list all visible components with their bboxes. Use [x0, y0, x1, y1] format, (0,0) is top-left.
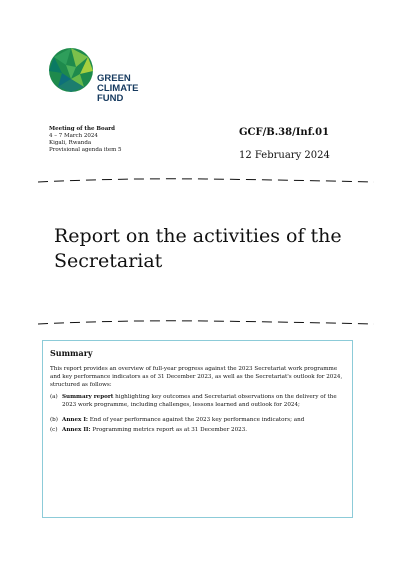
- gcf-logo: [48, 47, 148, 107]
- summary-intro: This report provides an overview of full-year progress against the 2023 Secretariat work programme and key performance indicators as of 31 December 2023, as well as the Secretariat's outlook for 2024, structured as follows:: [50, 366, 343, 388]
- item-marker: (c): [50, 427, 58, 433]
- summary-box: [42, 340, 353, 518]
- summary-item-b: [50, 416, 344, 424]
- meeting-dates: 4 – 7 March 2024: [49, 133, 98, 139]
- summary-item-c: [50, 426, 344, 434]
- agenda-item: Provisional agenda item 5: [49, 147, 122, 153]
- decorative-rule-bottom: [38, 318, 374, 328]
- item-heading: Summary report: [62, 394, 114, 400]
- document-date: 12 February 2024: [239, 150, 330, 161]
- meeting-info: [49, 126, 122, 154]
- item-marker: (b): [50, 417, 58, 423]
- item-marker: (a): [50, 394, 58, 400]
- item-text: highlighting key outcomes and Secretariat observations on the delivery of the 2023 work programme, including challenges, lessons learned and outlook for 2024;: [62, 394, 337, 408]
- logo-line-climate: CLIMATE: [97, 83, 139, 94]
- document-reference: GCF/B.38/Inf.01: [239, 127, 330, 138]
- page-title: [54, 224, 374, 274]
- summary-heading: Summary: [50, 348, 93, 358]
- meeting-location: Kigali, Rwanda: [49, 140, 92, 146]
- item-heading: Annex II:: [62, 427, 91, 433]
- item-text: End of year performance against the 2023 key performance indicators; and: [88, 417, 305, 423]
- title-line-1: Report on the activities of the: [54, 225, 342, 247]
- item-heading: Annex I:: [62, 417, 88, 423]
- globe-icon: [48, 47, 94, 93]
- summary-item-a: [50, 393, 344, 409]
- decorative-rule-top: [38, 176, 374, 186]
- title-line-2: Secretariat: [54, 250, 163, 272]
- logo-line-green: GREEN: [97, 73, 131, 84]
- meeting-name: Meeting of the Board: [49, 126, 116, 132]
- item-text: Programming metrics report as at 31 December 2023.: [90, 427, 248, 433]
- logo-line-fund: FUND: [97, 93, 124, 104]
